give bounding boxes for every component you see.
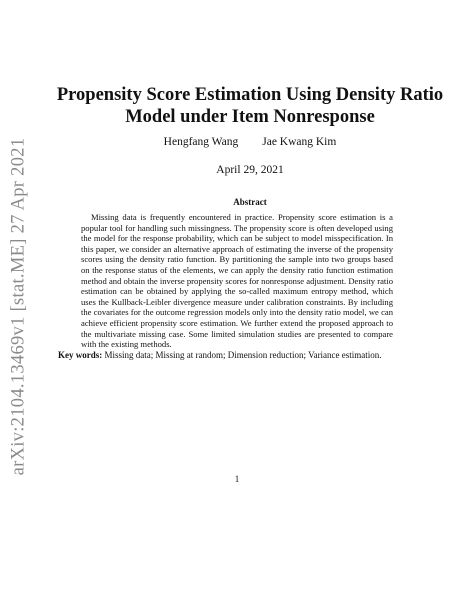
arxiv-identifier-stamp: [4, 0, 34, 613]
abstract-heading: Abstract: [233, 197, 267, 207]
author-list: [40, 136, 460, 148]
keywords-text: Missing data; Missing at random; Dimension reduction; Variance estimation.: [104, 350, 382, 360]
page-number: 1: [234, 474, 240, 484]
keywords-paragraph: [58, 347, 416, 364]
author-name: Jae Kwang Kim: [262, 136, 337, 148]
keywords-label: Key words:: [58, 350, 103, 360]
arxiv-identifier-text: arXiv:2104.13469v1 [stat.ME] 27 Apr 2021: [8, 137, 29, 476]
paper-title: Propensity Score Estimation Using Density Ratio Model under Item Nonresponse: [56, 85, 444, 127]
publication-date: April 29, 2021: [216, 164, 284, 176]
abstract-text: Missing data is frequently encountered in practice. Propensity score estimation is a popular tool for handling such missingness. The propensity score is often developed using the model for the response probability, which can be subject to model misspecification. In this paper, we consider an alternative approach of estimating the inverse of the propensity scores using the density ratio function. By partitioning the sample into two groups based on the response status of the elements, we can apply the density ratio function estimation method and obtain the inverse propensity scores for nonresponse adjustment. Density ratio estimation can be obtained by applying the so-called maximum entropy method, which uses the Kullback-Leibler divergence measure under calibration constraints. By including the covariates for the outcome regression models only into the density ratio model, we can achieve efficient propensity score estimation. We further extend the proposed approach to the multivariate missing case. Some limited simulation studies are presented to compare with the existing methods.: [81, 212, 393, 350]
author-name: Hengfang Wang: [163, 136, 239, 148]
